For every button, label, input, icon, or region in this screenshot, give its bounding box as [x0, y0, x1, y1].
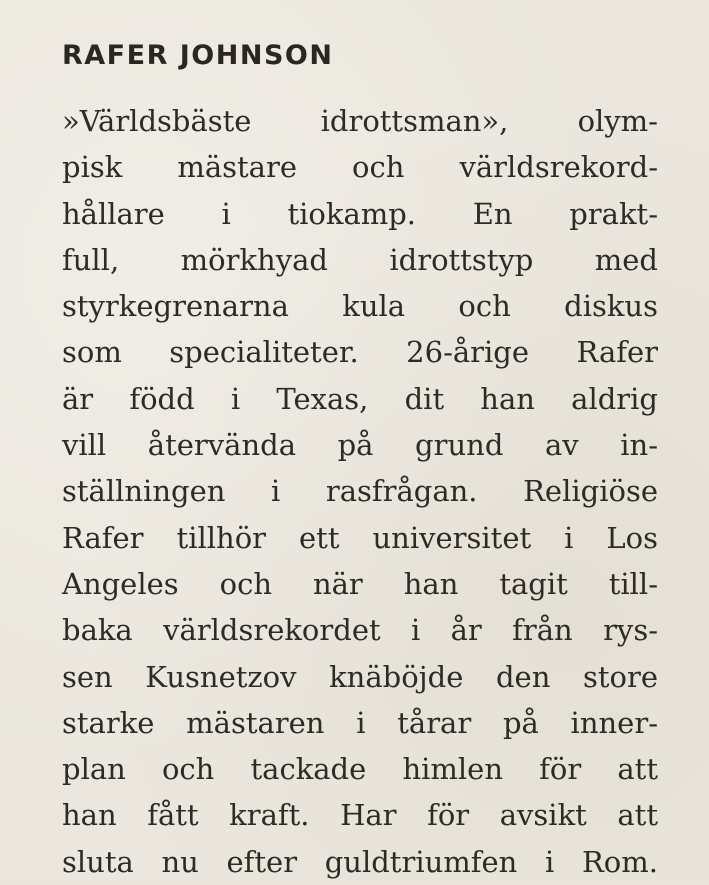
body-line: full, mörkhyad idrottstyp med — [62, 242, 658, 277]
body-line: hållare i tiokamp. En prakt- — [62, 196, 658, 231]
body-line: som specialiteter. 26-årige Rafer — [62, 335, 658, 370]
body-line: starke mästaren i tårar på inner- — [62, 705, 658, 740]
body-line: baka världsrekordet i år från rys- — [62, 613, 658, 648]
body-line: »Världsbäste idrottsman», olym- — [62, 104, 658, 138]
body-line: sen Kusnetzov knäböjde den store — [62, 659, 658, 694]
body-line: är född i Texas, dit han aldrig — [62, 381, 658, 416]
body-line: Angeles och när han tagit till- — [62, 566, 658, 601]
body-line: vill återvända på grund av in- — [62, 428, 658, 463]
body-line: styrkegrenarna kula och diskus — [62, 289, 658, 324]
body-line: plan och tackade himlen för att — [62, 752, 658, 787]
body-line: Rafer tillhör ett universitet i Los — [62, 520, 658, 555]
body-line: ställningen i rasfrågan. Religiöse — [62, 474, 658, 509]
article-body — [62, 98, 658, 885]
article-headline: RAFER JOHNSON — [62, 40, 334, 71]
body-line: pisk mästare och världsrekord- — [62, 150, 658, 185]
body-line: sluta nu efter guldtriumfen i Rom. — [62, 844, 658, 879]
body-line: han fått kraft. Har för avsikt att — [62, 798, 658, 833]
